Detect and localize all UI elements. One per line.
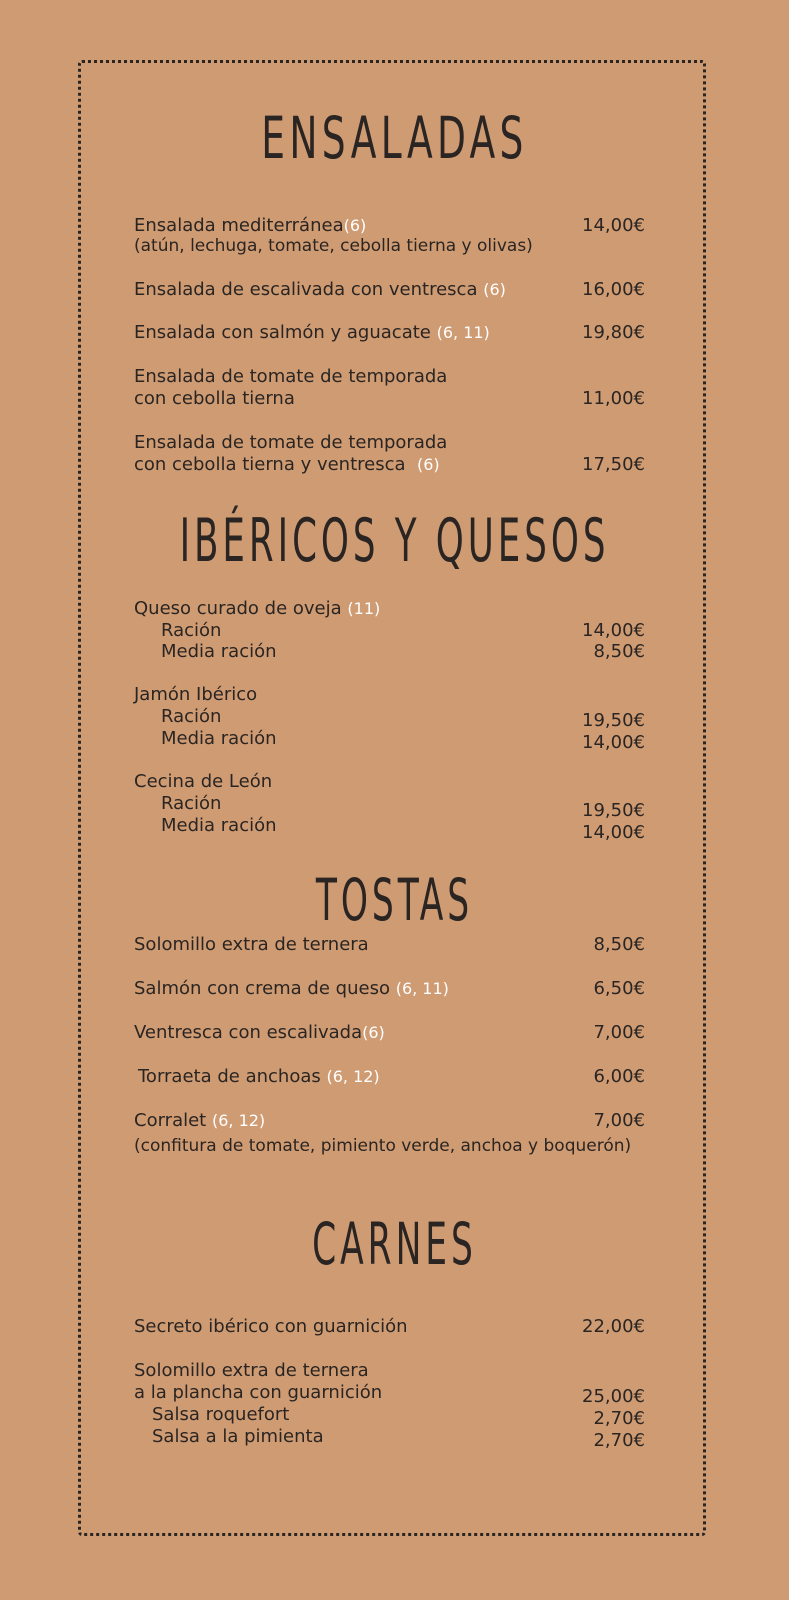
extra-label: Salsa roquefort [152, 1404, 290, 1425]
allergen-codes: (6) [362, 1023, 385, 1042]
menu-item-name [134, 978, 449, 1000]
portion-price: 14,00€ [582, 822, 645, 843]
menu-item-label: Ensalada con salmón y aguacate [134, 322, 431, 343]
menu-item-name [134, 1110, 265, 1132]
extra-label: Salsa a la pimienta [152, 1426, 324, 1447]
menu-item-name: Solomillo extra de ternera [134, 934, 369, 955]
portion-price: 19,50€ [582, 710, 645, 731]
menu-item-price: 17,50€ [582, 454, 645, 475]
portion-price: 14,00€ [582, 732, 645, 753]
menu-item-name-line2: a la plancha con guarnición [134, 1382, 383, 1403]
menu-item-name-line1: Solomillo extra de ternera [134, 1360, 369, 1381]
menu-item-label: Queso curado de oveja [134, 598, 342, 619]
portion-label: Media ración [161, 641, 277, 662]
menu-item-description: (atún, lechuga, tomate, cebolla tierna y olivas) [134, 236, 533, 256]
menu-item-price: 19,80€ [582, 322, 645, 343]
menu-item-name [134, 598, 380, 620]
portion-label: Media ración [161, 728, 277, 749]
section-title-carnes: CARNES [312, 1210, 477, 1278]
menu-item-name: Secreto ibérico con guarnición [134, 1316, 408, 1337]
allergen-codes: (6) [483, 280, 506, 299]
portion-label: Media ración [161, 815, 277, 836]
menu-item-name-line1: Ensalada de tomate de temporada [134, 366, 448, 387]
menu-item-price: 16,00€ [582, 279, 645, 300]
menu-item-price: 22,00€ [582, 1316, 645, 1337]
allergen-codes: (6, 11) [395, 979, 449, 998]
menu-item-label: con cebolla tierna y ventresca [134, 454, 406, 475]
menu-item-label: Corralet [134, 1110, 207, 1131]
menu-item-name-line2 [134, 454, 440, 476]
menu-item-label: Ensalada mediterránea [134, 215, 344, 236]
menu-item-price: 14,00€ [582, 215, 645, 236]
menu-item-name-line2: con cebolla tierna [134, 388, 295, 409]
menu-item-label: Ventresca con escalivada [134, 1022, 363, 1043]
menu-item-name: Cecina de León [134, 771, 273, 792]
menu-item-price: 7,00€ [593, 1022, 645, 1043]
portion-price: 19,50€ [582, 800, 645, 821]
allergen-codes: (11) [347, 599, 381, 618]
extra-price: 2,70€ [593, 1408, 645, 1429]
portion-label: Ración [161, 793, 222, 814]
menu-item-price: 7,00€ [593, 1110, 645, 1131]
section-title-ensaladas: ENSALADAS [261, 104, 528, 172]
menu-item-price: 6,50€ [593, 978, 645, 999]
portion-price: 8,50€ [593, 641, 645, 662]
allergen-codes: (6, 12) [211, 1111, 266, 1130]
menu-item-name-line1: Ensalada de tomate de temporada [134, 432, 448, 453]
extra-price: 2,70€ [593, 1430, 645, 1451]
menu-item-price: 8,50€ [593, 934, 645, 955]
portion-label: Ración [161, 620, 222, 641]
menu-item-price: 11,00€ [582, 388, 645, 409]
menu-item-name [138, 1066, 380, 1088]
menu-item-price: 25,00€ [582, 1386, 645, 1407]
menu-item-description: (confitura de tomate, pimiento verde, anchoa y boquerón) [134, 1136, 632, 1156]
allergen-codes: (6, 12) [326, 1067, 380, 1086]
menu-item-name: Jamón Ibérico [134, 684, 258, 705]
menu-item-label: Salmón con crema de queso [134, 978, 390, 999]
section-title-ibericos: IBÉRICOS Y QUESOS [179, 506, 610, 576]
menu-item-name [134, 1022, 385, 1044]
section-title-tostas: TOSTAS [315, 866, 474, 934]
menu-item-name [134, 215, 366, 237]
allergen-codes: (6) [416, 455, 440, 474]
portion-label: Ración [161, 706, 222, 727]
menu-item-name [134, 322, 490, 344]
menu-item-label: Ensalada de escalivada con ventresca [134, 279, 478, 300]
menu-item-price: 6,00€ [593, 1066, 645, 1087]
allergen-codes: (6) [343, 216, 367, 235]
menu-item-label: Torraeta de anchoas [138, 1066, 321, 1087]
portion-price: 14,00€ [582, 620, 645, 641]
menu-item-name [134, 279, 506, 301]
allergen-codes: (6, 11) [436, 323, 490, 342]
